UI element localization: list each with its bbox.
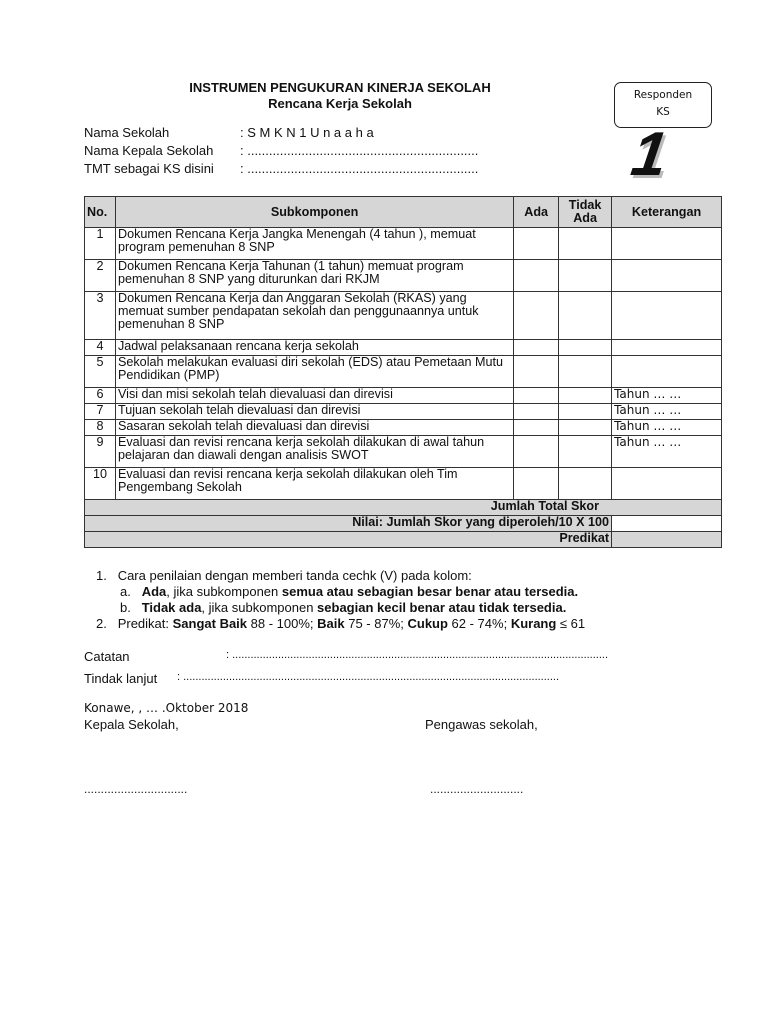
nilai-label: Nilai: Jumlah Skor yang diperoleh/10 X 100: [85, 516, 612, 532]
note-b-letter: b.: [120, 600, 131, 615]
tidak-ada-cell[interactable]: [559, 260, 612, 292]
predikat-baik-range: 75 - 87%;: [344, 616, 408, 631]
nilai-value-cell[interactable]: [612, 516, 722, 532]
ada-cell[interactable]: [514, 420, 559, 436]
row-subkomponen: Dokumen Rencana Kerja dan Anggaran Sekolah (RKAS) yang memuat sumber pendapatan sekolah dan penggunaannya untuk pemenuhan 8 SNP: [115, 292, 513, 340]
note-b-text: , jika subkomponen: [201, 600, 318, 615]
predikat-sangat-baik: Sangat Baik: [172, 616, 248, 631]
predikat-kurang-range: ≤ 61: [556, 616, 586, 631]
ada-cell[interactable]: [514, 340, 559, 356]
row-number: 3: [85, 292, 116, 340]
row-number: 10: [85, 468, 116, 500]
row-subkomponen: Evaluasi dan revisi rencana kerja sekolah dilakukan oleh Tim Pengembang Sekolah: [115, 468, 513, 500]
pengawas-signature-line: ............................: [430, 782, 524, 796]
ada-cell[interactable]: [514, 404, 559, 420]
row-subkomponen: Sasaran sekolah telah dievaluasi dan direvisi: [115, 420, 513, 436]
table-row: [85, 436, 722, 468]
header-tidak-ada: Tidak Ada: [559, 197, 612, 228]
tidak-ada-cell[interactable]: [559, 404, 612, 420]
predikat-kurang: Kurang: [510, 616, 557, 631]
predikat-value-cell[interactable]: [612, 532, 722, 548]
tidak-ada-cell[interactable]: [559, 388, 612, 404]
table-row: [85, 228, 722, 260]
total-score-label: [85, 500, 722, 516]
table-row: [85, 340, 722, 356]
table-row: [85, 356, 722, 388]
note-a-letter: a.: [120, 584, 131, 599]
row-subkomponen: Jadwal pelaksanaan rencana kerja sekolah: [115, 340, 513, 356]
row-number: 8: [85, 420, 116, 436]
predikat-prefix: Predikat:: [117, 616, 173, 631]
tindak-lanjut-label: Tindak lanjut: [84, 671, 158, 686]
school-info: [84, 124, 604, 180]
predikat-cukup-range: 62 - 74%;: [447, 616, 511, 631]
respondent-label: Responden: [633, 89, 693, 101]
page-title: INSTRUMEN PENGUKURAN KINERJA SEKOLAH: [189, 80, 491, 95]
note-b-tidak-ada: Tidak ada: [141, 600, 202, 615]
row-subkomponen: Evaluasi dan revisi rencana kerja sekolah dilakukan di awal tahun pelajaran dan diawali dengan analisis SWOT: [115, 436, 513, 468]
tidak-ada-cell[interactable]: [559, 340, 612, 356]
respondent-number: 1: [627, 120, 672, 189]
header-no: No.: [85, 197, 116, 228]
ada-cell[interactable]: [514, 388, 559, 404]
predikat-baik: Baik: [317, 616, 345, 631]
table-row: [85, 292, 722, 340]
nilai-row: [85, 516, 722, 532]
date-line: Konawe, , … .Oktober 2018: [84, 701, 249, 715]
ada-cell[interactable]: [514, 356, 559, 388]
note-a-criteria: semua atau sebagian besar benar atau tersedia.: [281, 584, 579, 599]
row-number: 2: [85, 260, 116, 292]
row-number: 9: [85, 436, 116, 468]
note-a-ada: Ada: [141, 584, 167, 599]
row-number: 5: [85, 356, 116, 388]
header-subkomponen: Subkomponen: [115, 197, 513, 228]
keterangan-cell: [612, 228, 722, 260]
ada-cell[interactable]: [514, 292, 559, 340]
note-a-text: , jika subkomponen: [166, 584, 282, 599]
total-score-text: Jumlah Total Skor: [490, 499, 599, 513]
row-subkomponen: Tujuan sekolah telah dievaluasi dan direvisi: [115, 404, 513, 420]
assessment-table: [84, 196, 722, 548]
head-name-label: Nama Kepala Sekolah: [84, 143, 214, 158]
keterangan-cell: Tahun … …: [612, 420, 722, 436]
table-row: [85, 404, 722, 420]
keterangan-cell: Tahun … …: [612, 404, 722, 420]
tidak-ada-cell[interactable]: [559, 228, 612, 260]
kepala-sekolah-label: Kepala Sekolah,: [84, 717, 179, 732]
school-name-label: Nama Sekolah: [84, 125, 170, 140]
keterangan-cell: [612, 292, 722, 340]
table-row: [85, 388, 722, 404]
tidak-ada-cell[interactable]: [559, 292, 612, 340]
tmt-value: : ................................................................: [240, 161, 479, 176]
tidak-ada-cell[interactable]: [559, 436, 612, 468]
keterangan-cell: [612, 260, 722, 292]
keterangan-cell: [612, 356, 722, 388]
page-subtitle: Rencana Kerja Sekolah: [268, 96, 412, 111]
row-subkomponen: Dokumen Rencana Kerja Jangka Menengah (4 tahun ), memuat program pemenuhan 8 SNP: [115, 228, 513, 260]
table-row: [85, 420, 722, 436]
keterangan-cell: [612, 468, 722, 500]
row-number: 6: [85, 388, 116, 404]
note-1-text: Cara penilaian dengan memberi tanda cechk (V) pada kolom:: [117, 568, 472, 583]
predikat-cukup: Cukup: [407, 616, 448, 631]
note-2-number: 2.: [96, 616, 107, 631]
predikat-sangat-baik-range: 88 - 100%;: [247, 616, 318, 631]
tidak-ada-cell[interactable]: [559, 468, 612, 500]
pengawas-sekolah-label: Pengawas sekolah,: [425, 717, 538, 732]
kepala-signature-line: ...............................: [84, 782, 188, 796]
header-keterangan: Keterangan: [612, 197, 722, 228]
header-ada: Ada: [514, 197, 559, 228]
tindak-lanjut-field[interactable]: : ...........................................................................................................................: [177, 671, 560, 683]
table-row: [85, 468, 722, 500]
row-subkomponen: Dokumen Rencana Kerja Tahunan (1 tahun) memuat program pemenuhan 8 SNP yang diturunkan dari RKJM: [115, 260, 513, 292]
table-row: [85, 260, 722, 292]
row-number: 4: [85, 340, 116, 356]
keterangan-cell: [612, 340, 722, 356]
predikat-row: [85, 532, 722, 548]
tidak-ada-cell[interactable]: [559, 420, 612, 436]
catatan-label: Catatan: [84, 649, 130, 664]
ada-cell[interactable]: [514, 228, 559, 260]
keterangan-cell: Tahun … …: [612, 436, 722, 468]
school-name-value: : S M K N 1 U n a a h a: [240, 125, 374, 140]
total-row: [85, 500, 722, 516]
predikat-label: Predikat: [85, 532, 612, 548]
note-1-number: 1.: [96, 568, 107, 583]
row-subkomponen: Visi dan misi sekolah telah dievaluasi dan direvisi: [115, 388, 513, 404]
note-b-criteria: sebagian kecil benar atau tidak tersedia.: [317, 600, 567, 615]
row-number: 7: [85, 404, 116, 420]
ada-cell[interactable]: [514, 260, 559, 292]
keterangan-cell: Tahun … …: [612, 388, 722, 404]
assessment-notes: [96, 568, 585, 632]
ada-cell[interactable]: [514, 468, 559, 500]
head-name-value: : ................................................................: [240, 143, 479, 158]
row-subkomponen: Sekolah melakukan evaluasi diri sekolah (EDS) atau Pemetaan Mutu Pendidikan (PMP): [115, 356, 513, 388]
catatan-field[interactable]: : ...........................................................................................................................: [226, 649, 609, 661]
tidak-ada-cell[interactable]: [559, 356, 612, 388]
tmt-label: TMT sebagai KS disini: [84, 161, 214, 176]
row-number: 1: [85, 228, 116, 260]
ada-cell[interactable]: [514, 436, 559, 468]
respondent-role: KS: [656, 106, 670, 118]
